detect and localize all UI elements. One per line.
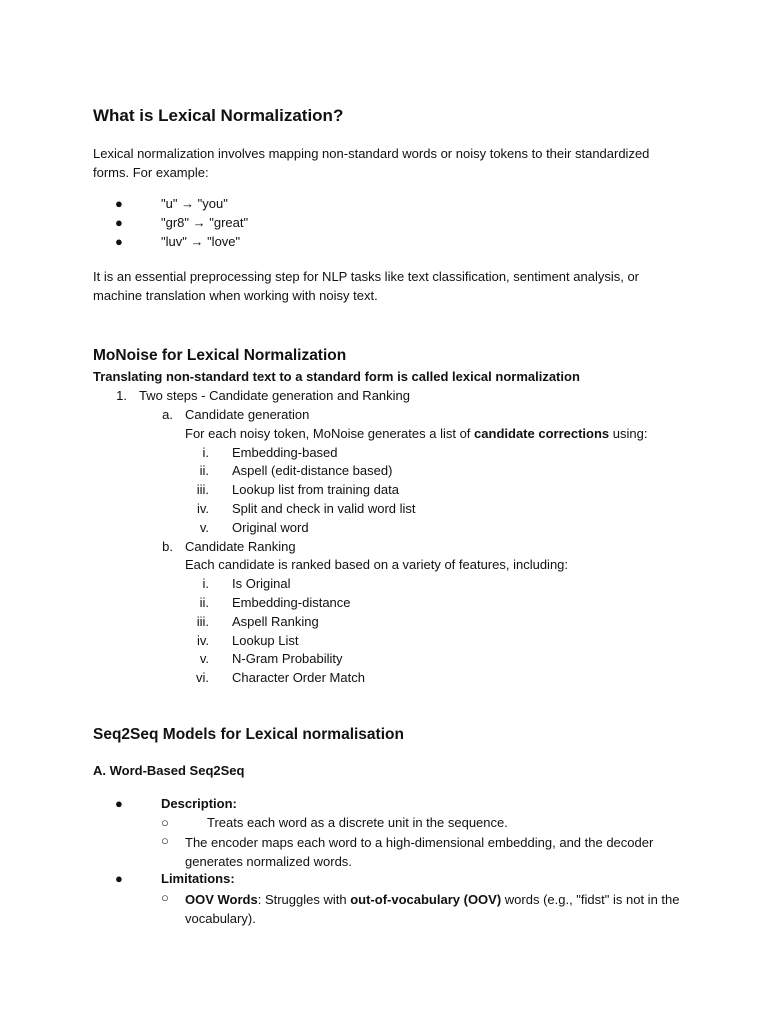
description-item: ○ Treats each word as a discrete unit in the sequence.	[161, 815, 508, 830]
substep-label: Candidate Ranking	[185, 539, 296, 554]
example-text: "gr8" → "great"	[161, 215, 249, 230]
step-label: Two steps - Candidate generation and Ranking	[139, 388, 411, 403]
bullet-icon: ●	[115, 796, 123, 811]
intro-paragraph: Lexical normalization involves mapping non-standard words or noisy tokens to their standardized forms. For example:	[93, 146, 650, 180]
example-text: "u" → "you"	[161, 196, 228, 211]
section-title-lexical-normalization: What is Lexical Normalization?	[93, 106, 344, 125]
section-title-monoise: MoNoise for Lexical Normalization	[93, 347, 347, 364]
subheading-word-based: A. Word-Based Seq2Seq	[93, 763, 245, 778]
section-title-seq2seq: Seq2Seq Models for Lexical normalisation	[93, 726, 404, 743]
outro-paragraph: It is an essential preprocessing step for NLP tasks like text classification, sentiment analysis, or machine translation when working with noisy text.	[93, 269, 640, 303]
substep-label: Candidate generation	[185, 407, 310, 422]
monoise-subtitle: Translating non-standard text to a standard form is called lexical normalization	[93, 369, 580, 384]
example-text: "luv" → "love"	[161, 234, 241, 249]
list-marker: a.	[162, 407, 173, 422]
example-list-item	[115, 234, 240, 249]
bullet-icon: ●	[115, 871, 123, 886]
example-list-item	[115, 196, 228, 211]
example-list-item	[115, 215, 248, 230]
substep-b-description: Each candidate is ranked based on a variety of features, including:	[185, 557, 569, 572]
bullet-icon: ●	[115, 196, 123, 211]
circle-bullet-icon: ○	[161, 833, 169, 848]
list-marker: 1.	[116, 388, 127, 403]
bullet-icon: ●	[115, 215, 123, 230]
circle-bullet-icon: ○	[161, 890, 169, 905]
bullet-icon: ●	[115, 234, 123, 249]
circle-bullet-icon: ○	[161, 815, 169, 830]
description-label: ● Description:	[115, 796, 237, 811]
list-marker: b.	[162, 539, 173, 554]
limitations-label: ● Limitations:	[115, 871, 235, 886]
substep-a-description: For each noisy token, MoNoise generates a list of candidate corrections using:	[185, 426, 648, 441]
